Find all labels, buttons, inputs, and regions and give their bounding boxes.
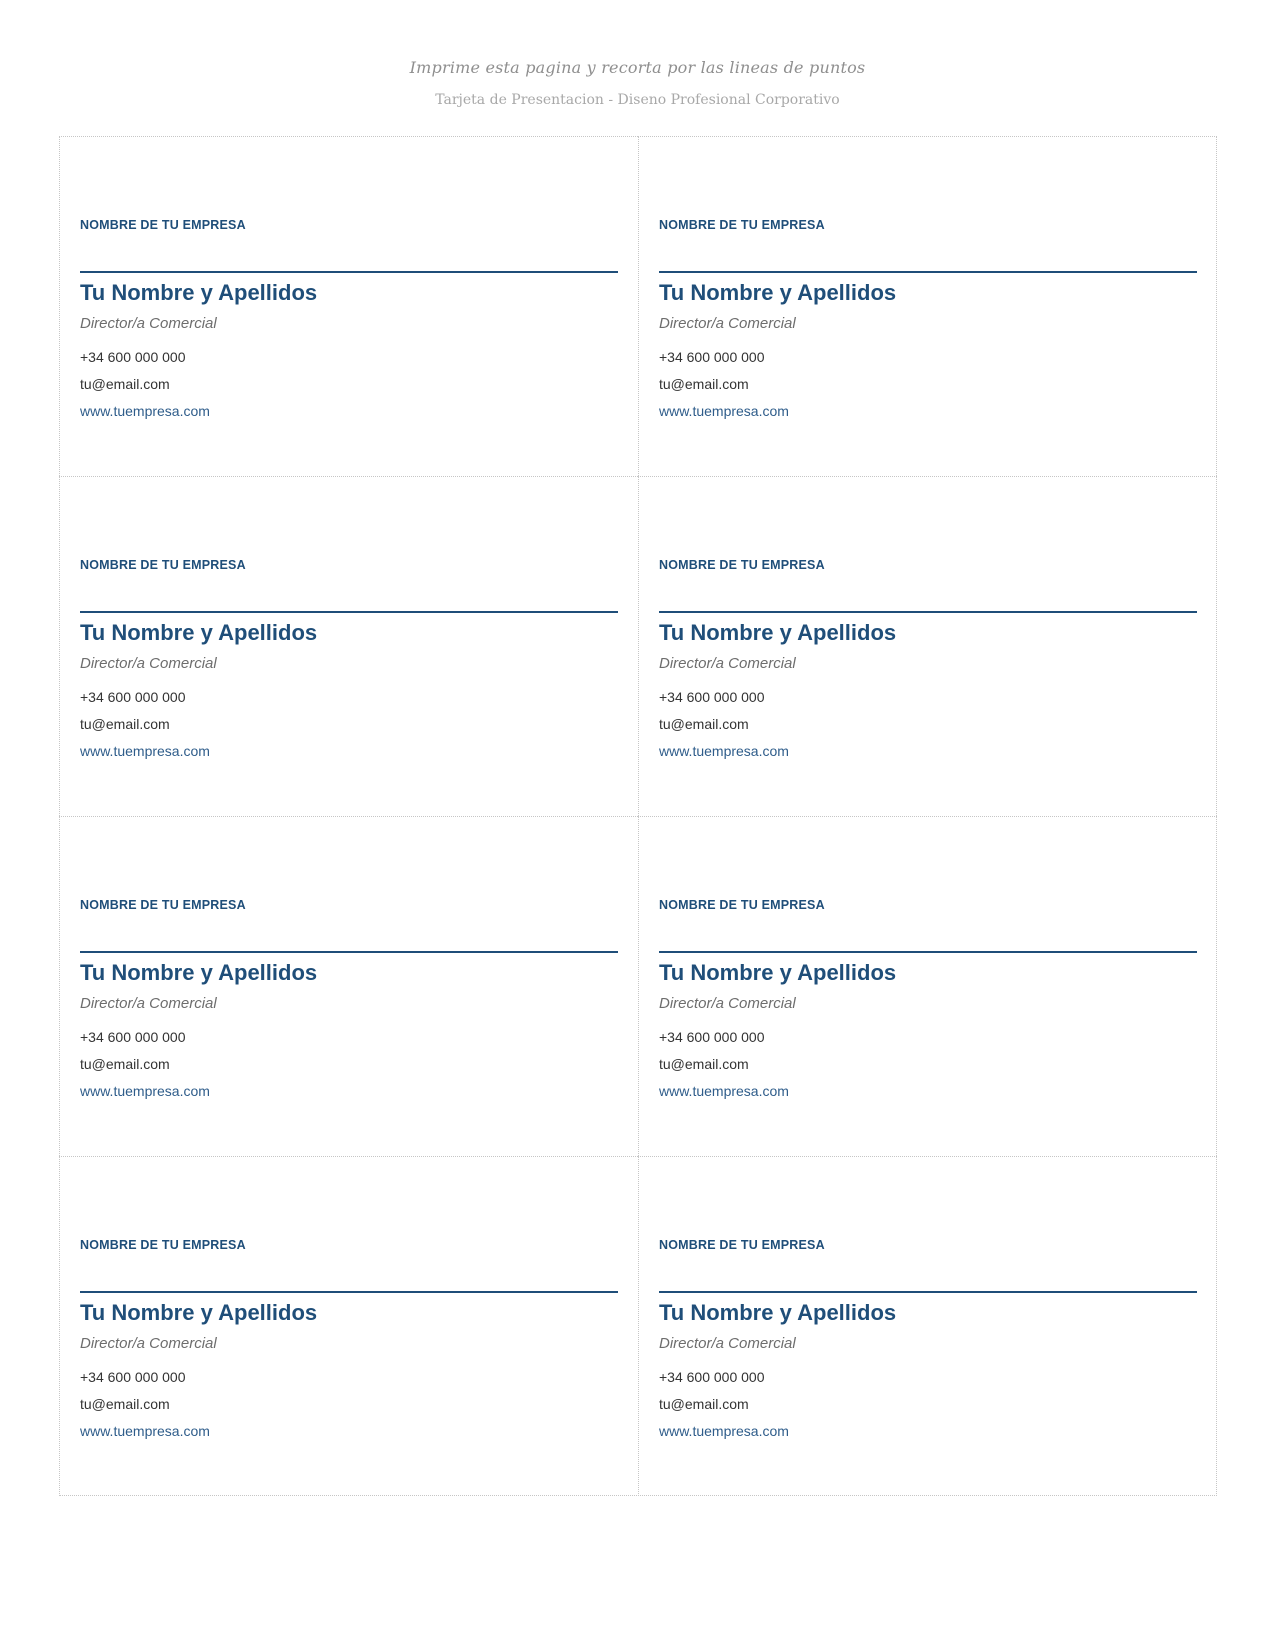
email-address: tu@email.com (80, 716, 170, 732)
job-title: Director/a Comercial (659, 655, 796, 672)
website-link[interactable]: www.tuempresa.com (659, 403, 789, 419)
company-name: NOMBRE DE TU EMPRESA (80, 898, 246, 912)
job-title: Director/a Comercial (80, 315, 217, 332)
business-card (638, 1156, 1217, 1496)
job-title: Director/a Comercial (80, 655, 217, 672)
job-title: Director/a Comercial (659, 1335, 796, 1352)
divider-line (80, 951, 618, 953)
business-card (638, 136, 1217, 476)
phone-number: +34 600 000 000 (80, 1029, 186, 1045)
person-name: Tu Nombre y Apellidos (80, 960, 318, 985)
email-address: tu@email.com (80, 1056, 170, 1072)
job-title: Director/a Comercial (80, 1335, 217, 1352)
divider-line (659, 951, 1197, 953)
page-subtitle: Tarjeta de Presentacion - Diseno Profesional Corporativo (435, 92, 840, 108)
business-card (59, 1156, 638, 1496)
business-card (59, 136, 638, 476)
person-name: Tu Nombre y Apellidos (659, 960, 897, 985)
email-address: tu@email.com (659, 1396, 749, 1412)
website-link[interactable]: www.tuempresa.com (659, 1423, 789, 1439)
website-link[interactable]: www.tuempresa.com (80, 743, 210, 759)
person-name: Tu Nombre y Apellidos (80, 280, 318, 305)
person-name: Tu Nombre y Apellidos (80, 1300, 318, 1325)
phone-number: +34 600 000 000 (659, 1369, 765, 1385)
person-name: Tu Nombre y Apellidos (659, 1300, 897, 1325)
business-card (59, 816, 638, 1156)
job-title: Director/a Comercial (80, 995, 217, 1012)
phone-number: +34 600 000 000 (80, 1369, 186, 1385)
business-card (638, 476, 1217, 816)
company-name: NOMBRE DE TU EMPRESA (659, 218, 825, 232)
divider-line (659, 271, 1197, 273)
divider-line (659, 1291, 1197, 1293)
divider-line (659, 611, 1197, 613)
business-card (638, 816, 1217, 1156)
email-address: tu@email.com (80, 1396, 170, 1412)
website-link[interactable]: www.tuempresa.com (659, 1083, 789, 1099)
website-link[interactable]: www.tuempresa.com (80, 1423, 210, 1439)
person-name: Tu Nombre y Apellidos (659, 280, 897, 305)
divider-line (80, 271, 618, 273)
print-instruction: Imprime esta pagina y recorta por las lineas de puntos (409, 58, 866, 77)
business-card-sheet (59, 136, 1217, 1496)
email-address: tu@email.com (80, 376, 170, 392)
job-title: Director/a Comercial (659, 315, 796, 332)
company-name: NOMBRE DE TU EMPRESA (659, 1238, 825, 1252)
company-name: NOMBRE DE TU EMPRESA (80, 558, 246, 572)
phone-number: +34 600 000 000 (659, 349, 765, 365)
email-address: tu@email.com (659, 716, 749, 732)
business-card (59, 476, 638, 816)
person-name: Tu Nombre y Apellidos (659, 620, 897, 645)
website-link[interactable]: www.tuempresa.com (80, 1083, 210, 1099)
phone-number: +34 600 000 000 (80, 689, 186, 705)
email-address: tu@email.com (659, 1056, 749, 1072)
company-name: NOMBRE DE TU EMPRESA (80, 1238, 246, 1252)
company-name: NOMBRE DE TU EMPRESA (659, 898, 825, 912)
phone-number: +34 600 000 000 (80, 349, 186, 365)
website-link[interactable]: www.tuempresa.com (80, 403, 210, 419)
phone-number: +34 600 000 000 (659, 1029, 765, 1045)
divider-line (80, 611, 618, 613)
divider-line (80, 1291, 618, 1293)
person-name: Tu Nombre y Apellidos (80, 620, 318, 645)
website-link[interactable]: www.tuempresa.com (659, 743, 789, 759)
company-name: NOMBRE DE TU EMPRESA (659, 558, 825, 572)
job-title: Director/a Comercial (659, 995, 796, 1012)
email-address: tu@email.com (659, 376, 749, 392)
company-name: NOMBRE DE TU EMPRESA (80, 218, 246, 232)
phone-number: +34 600 000 000 (659, 689, 765, 705)
